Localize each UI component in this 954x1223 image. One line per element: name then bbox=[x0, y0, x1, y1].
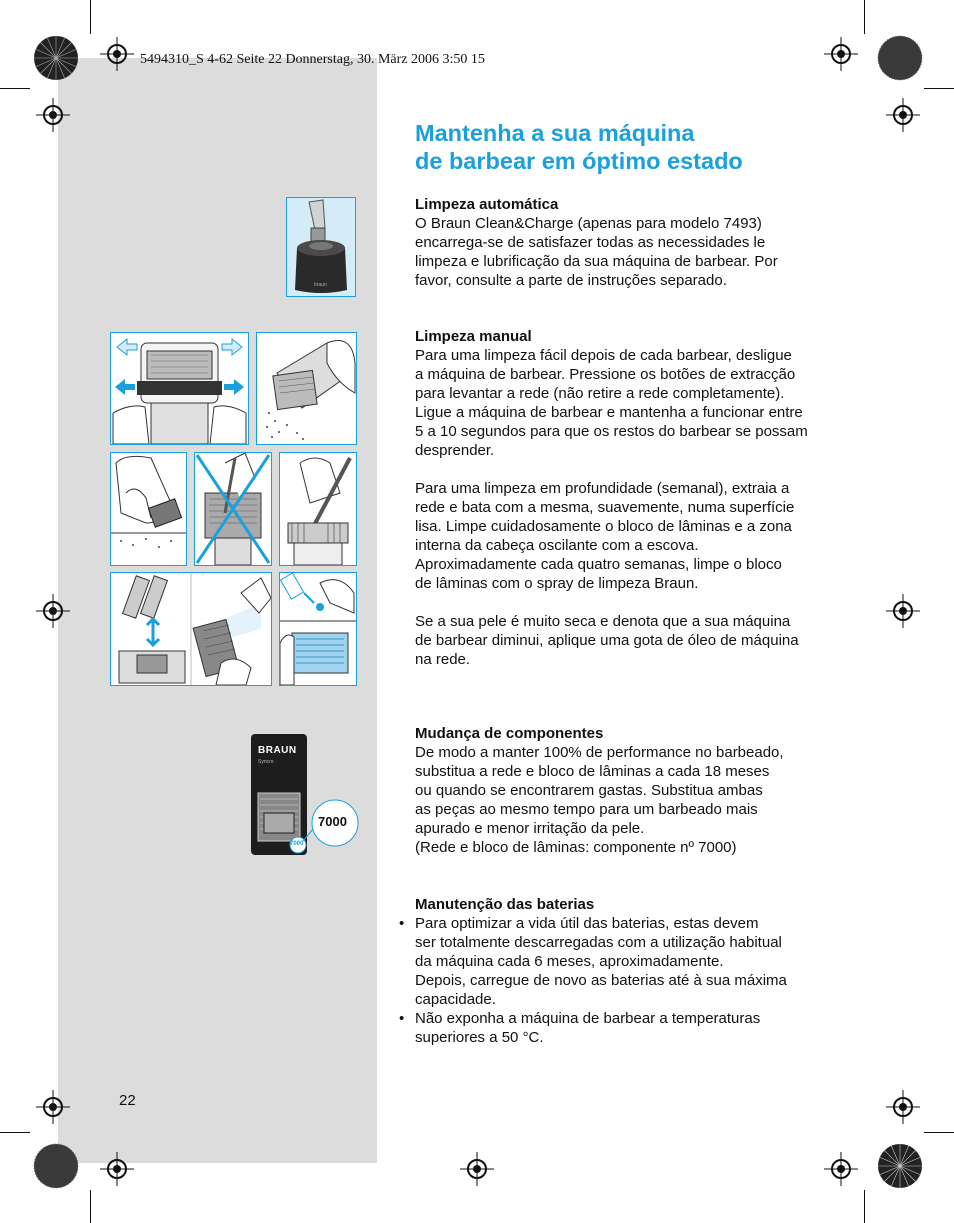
body-line: lisa. Limpe cuidadosamente o bloco de lâminas e a zona bbox=[415, 518, 792, 535]
body-line: Para optimizar a vida útil das baterias, estas devem bbox=[415, 915, 759, 932]
press-release-buttons-figure bbox=[110, 332, 249, 445]
registration-mark-icon bbox=[824, 37, 858, 71]
body-line: Depois, carregue de novo as baterias até à sua máxima bbox=[415, 972, 787, 989]
body-line: na rede. bbox=[415, 651, 471, 668]
registration-mark-icon bbox=[36, 594, 70, 628]
body-line: encarrega-se de satisfazer todas as necessidades le bbox=[415, 234, 766, 251]
body-line: (Rede e bloco de lâminas: componente nº 7000) bbox=[415, 839, 737, 856]
body-line: Não exponha a máquina de barbear a temperaturas bbox=[415, 1010, 761, 1027]
body-line: interna da cabeça oscilante com a escova. bbox=[415, 537, 699, 554]
page-title bbox=[415, 119, 875, 175]
body-line: substitua a rede e bloco de lâminas a cada 18 meses bbox=[415, 763, 770, 780]
page-title-line-1: Mantenha a sua máquina bbox=[415, 120, 695, 146]
section-heading: Mudança de componentes bbox=[415, 725, 604, 742]
crop-line bbox=[864, 1190, 865, 1223]
body-line: a máquina de barbear. Pressione os botões de extracção bbox=[415, 366, 796, 383]
spray-cleaning-figure bbox=[110, 572, 272, 686]
body-line: desprender. bbox=[415, 442, 495, 459]
crop-line bbox=[90, 1190, 91, 1223]
page-title-line-2: de barbear em óptimo estado bbox=[415, 148, 743, 174]
registration-mark-icon bbox=[824, 1152, 858, 1186]
crop-line bbox=[0, 1132, 30, 1133]
page-number: 22 bbox=[119, 1092, 136, 1109]
registration-mark-icon bbox=[886, 594, 920, 628]
body-line: superiores a 50 °C. bbox=[415, 1029, 544, 1046]
section-heading: Limpeza manual bbox=[415, 328, 532, 345]
list-item bbox=[399, 914, 840, 1009]
body-line: para levantar a rede (não retire a rede completamente). bbox=[415, 385, 785, 402]
package-brand: BRAUN bbox=[258, 745, 297, 756]
registration-mark-icon bbox=[36, 1090, 70, 1124]
part-number-callout: 7000 bbox=[318, 814, 347, 829]
body-line: De modo a manter 100% de performance no barbeado, bbox=[415, 744, 784, 761]
body-line: rede e bata com a mesma, suavemente, numa superfície bbox=[415, 499, 795, 516]
body-line: Para uma limpeza fácil depois de cada barbear, desligue bbox=[415, 347, 792, 364]
body-line: da máquina cada 6 meses, aproximadamente. bbox=[415, 953, 724, 970]
bullet-icon: • bbox=[399, 915, 405, 932]
body-line: Se a sua pele é muito seca e denota que a sua máquina bbox=[415, 613, 791, 630]
body-line: de lâminas com o spray de limpeza Braun. bbox=[415, 575, 699, 592]
body-line: ou quando se encontrarem gastas. Substitua ambas bbox=[415, 782, 763, 799]
clean-charge-station-figure bbox=[286, 197, 356, 297]
body-line: Aproximadamente cada quatro semanas, limpe o bloco bbox=[415, 556, 782, 573]
package-model: Syncro bbox=[258, 759, 274, 765]
registration-mark-icon bbox=[886, 1090, 920, 1124]
registration-mark-icon bbox=[886, 98, 920, 132]
body-line: O Braun Clean&Charge (apenas para modelo 7493) bbox=[415, 215, 762, 232]
crop-line bbox=[924, 1132, 954, 1133]
bullet-list bbox=[399, 914, 840, 1047]
body-line: capacidade. bbox=[415, 991, 496, 1008]
gray-dot-mark-icon bbox=[876, 34, 924, 82]
body-line: Ligue a máquina de barbear e mantenha a funcionar entre bbox=[415, 404, 803, 421]
registration-mark-icon bbox=[100, 1152, 134, 1186]
shaver-running-figure bbox=[256, 332, 357, 445]
crop-line bbox=[864, 0, 865, 34]
list-item bbox=[399, 1009, 840, 1047]
section-manual-cleaning bbox=[415, 327, 840, 669]
crop-line bbox=[0, 88, 30, 89]
brush-cutter-block-figure bbox=[279, 452, 357, 566]
section-battery-maintenance bbox=[399, 895, 840, 1047]
bullet-icon: • bbox=[399, 1010, 405, 1027]
crop-line bbox=[924, 88, 954, 89]
print-header: 5494310_S 4-62 Seite 22 Donnerstag, 30. März 2006 3:50 15 bbox=[140, 52, 485, 67]
starburst-mark-icon bbox=[32, 34, 80, 82]
starburst-mark-icon bbox=[876, 1142, 924, 1190]
body-line: de barbear diminui, aplique uma gota de óleo de máquina bbox=[415, 632, 799, 649]
section-component-replacement bbox=[415, 724, 840, 857]
body-line: limpeza e lubrificação da sua máquina de barbear. Por bbox=[415, 253, 778, 270]
base-label: braun bbox=[314, 282, 327, 288]
registration-mark-icon bbox=[100, 37, 134, 71]
body-line: as peças ao mesmo tempo para um barbeado mais bbox=[415, 801, 758, 818]
replacement-package-figure bbox=[250, 733, 360, 858]
registration-mark-icon bbox=[36, 98, 70, 132]
body-line: apurado e menor irritação da pele. bbox=[415, 820, 645, 837]
registration-mark-icon bbox=[460, 1152, 494, 1186]
tap-foil-figure bbox=[110, 452, 187, 566]
body-line: favor, consulte a parte de instruções separado. bbox=[415, 272, 727, 289]
gray-dot-mark-icon bbox=[32, 1142, 80, 1190]
section-automatic-cleaning bbox=[415, 195, 840, 290]
part-number-small: 7000 bbox=[290, 841, 304, 847]
oil-drop-figure bbox=[279, 572, 357, 686]
section-heading: Limpeza automática bbox=[415, 196, 559, 213]
crop-line bbox=[90, 0, 91, 34]
do-not-brush-foil-figure bbox=[194, 452, 272, 566]
body-line: ser totalmente descarregadas com a utilização habitual bbox=[415, 934, 782, 951]
section-heading: Manutenção das baterias bbox=[415, 896, 595, 913]
body-line: Para uma limpeza em profundidade (semanal), extraia a bbox=[415, 480, 790, 497]
body-line: 5 a 10 segundos para que os restos do barbear se possam bbox=[415, 423, 808, 440]
